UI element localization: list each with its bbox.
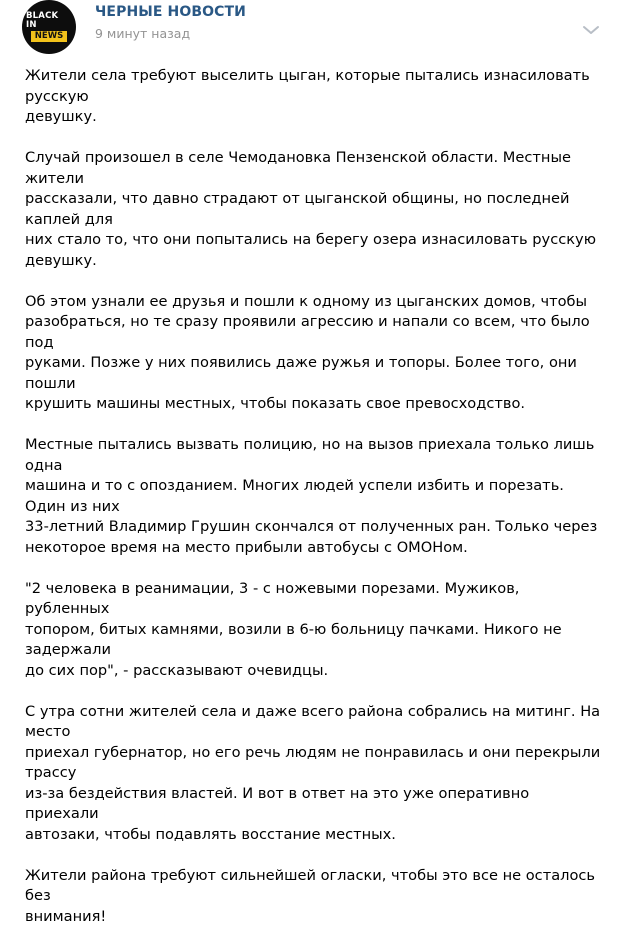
avatar-logo-line1: BLACK IN: [26, 12, 72, 29]
post-header: [0, 0, 620, 56]
chevron-down-icon: [582, 23, 600, 37]
post-paragraph: С утра сотни жителей села и даже всего района собрались на митинг. На место приехал губернатор, но его речь людям не понравилась и они перекрыли трассу из-за бездействия властей. И вот в ответ на это уже оперативно приехали автозаки, чтобы подавлять восстание местных.: [25, 702, 605, 846]
author-name-link[interactable]: ЧЕРНЫЕ НОВОСТИ: [95, 4, 246, 20]
post-paragraph: Жители села требуют выселить цыган, которые пытались изнасиловать русскую девушку.: [25, 66, 605, 128]
post-paragraph: Случай произошел в селе Чемодановка Пензенской области. Местные жители рассказали, что давно страдают от цыганской общины, но последней каплей для них стало то, что они попытались на берегу озера изнасиловать русскую девушку.: [25, 148, 605, 271]
avatar-logo: [26, 13, 72, 41]
avatar[interactable]: [22, 0, 76, 54]
post-paragraph: "2 человека в реанимации, 3 - с ножевыми порезами. Мужиков, рубленных топором, битых камнями, возили в 6-ю больницу пачками. Никого не задержали до сих пор", - рассказывают очевидцы.: [25, 579, 605, 682]
post-paragraph: Жители района требуют сильнейшей огласки, чтобы это все не осталось без внимания!: [25, 866, 605, 927]
avatar-logo-line2: NEWS: [31, 31, 67, 42]
post-paragraph: Об этом узнали ее друзья и пошли к одному из цыганских домов, чтобы разобраться, но те сразу проявили агрессию и напали со всем, что было под руками. Позже у них появились даже ружья и топоры. Более того, они пошли крушить машины местных, чтобы показать свое превосходство.: [25, 292, 605, 415]
post-paragraph: Местные пытались вызвать полицию, но на вызов приехала только лишь одна машина и то с опозданием. Многих людей успели избить и порезать. Один из них 33-летний Владимир Грушин скончался от полученных ран. Только через некоторое время на место прибыли автобусы с ОМОНом.: [25, 435, 605, 558]
post-menu-button[interactable]: [582, 22, 600, 36]
post-timestamp[interactable]: 9 минут назад: [95, 26, 190, 41]
post-body: [25, 66, 605, 927]
